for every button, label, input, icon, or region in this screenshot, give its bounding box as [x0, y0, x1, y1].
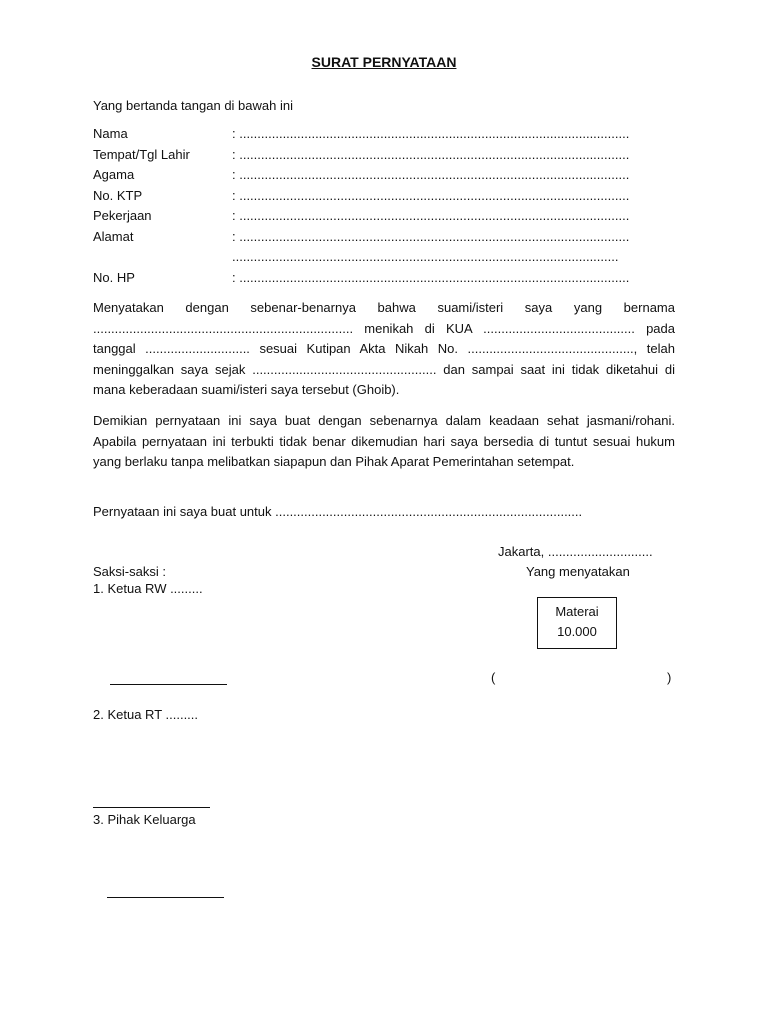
document-title: SURAT PERNYATAAN	[311, 54, 457, 70]
field-label-alamat: Alamat	[93, 228, 134, 244]
field-value-nama: : ............................................................................................................	[232, 126, 630, 141]
statement-paragraph: Menyatakan dengan sebenar-benarnya bahwa suami/isteri saya yang bernama ........................................................................ menikah di KUA .......................................... pada tanggal ............................. sesuai Kutipan Akta Nikah No. .............................................., telah meninggalkan saya sejak ................................................... dan sampai saat ini tidak diketahui di mana keberadaan suami/isteri saya tersebut (Ghoib).	[93, 300, 675, 397]
field-label-ktp: No. KTP	[93, 187, 143, 203]
witness-2-signature-line	[93, 807, 210, 808]
purpose-line: Pernyataan ini saya buat untuk .....................................................................................	[93, 504, 583, 519]
place-date: Jakarta, .............................	[498, 544, 653, 559]
field-value-ktp: : ............................................................................................................	[232, 187, 630, 203]
signature-paren-close: )	[667, 670, 672, 685]
witnesses-label: Saksi-saksi :	[93, 564, 166, 579]
witness-3: 3. Pihak Keluarga	[93, 812, 196, 827]
field-value-alamat: : ............................................................................................................	[232, 228, 630, 244]
field-label-nama: Nama	[93, 126, 128, 141]
intro-text: Yang bertanda tangan di bawah ini	[93, 98, 293, 113]
field-value-alamat-cont: ...........................................................................................................	[232, 249, 619, 264]
stamp-value: 10.000	[557, 624, 597, 639]
declarant-label: Yang menyatakan	[526, 564, 630, 579]
stamp-box	[537, 597, 617, 649]
field-label-hp: No. HP	[93, 269, 135, 285]
witness-2: 2. Ketua RT .........	[93, 707, 199, 722]
field-label-ttl: Tempat/Tgl Lahir	[93, 146, 190, 162]
field-value-pekerjaan: : ............................................................................................................	[232, 208, 630, 223]
field-value-hp: : ............................................................................................................	[232, 269, 630, 285]
declaration-paragraph: Demikian pernyataan ini saya buat dengan sebenarnya dalam keadaan sehat jasmani/rohani. Apabila pernyataan ini terbukti tidak benar dikemudian hari saya bersedia di tuntut sesuai hukum yang berlaku tanpa melibatkan siapapun dan Pihak Aparat Pemerintahan setempat.	[93, 413, 675, 469]
witness-3-signature-line	[107, 897, 224, 898]
field-label-agama: Agama	[93, 167, 135, 182]
stamp-label: Materai	[555, 604, 599, 619]
witness-1-signature-line	[110, 684, 227, 685]
field-value-agama: : ............................................................................................................	[232, 167, 630, 182]
witness-1: 1. Ketua RW .........	[93, 581, 203, 596]
field-value-ttl: : ............................................................................................................	[232, 146, 630, 162]
signature-paren-open: (	[491, 670, 496, 685]
field-label-pekerjaan: Pekerjaan	[93, 208, 152, 223]
